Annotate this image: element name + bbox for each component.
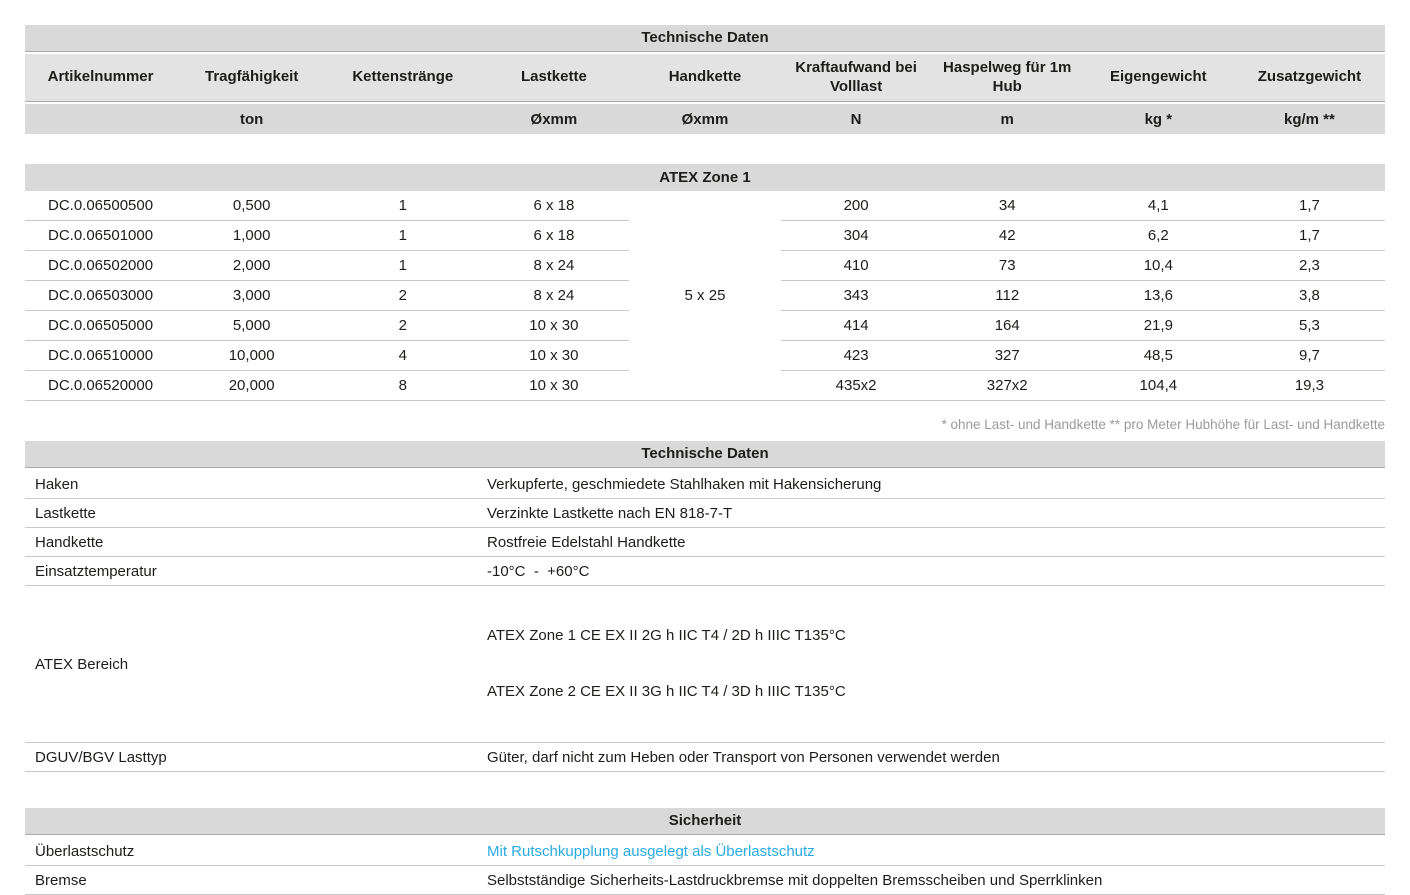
cell-haspelweg: 112: [932, 281, 1083, 311]
cell-haspelweg: 327: [932, 341, 1083, 371]
table-row-atex-bereich: [25, 586, 1385, 743]
unit-cell: ton: [240, 110, 264, 128]
detail-value: Rostfreie Edelstahl Handkette: [487, 533, 686, 551]
cell-kraftaufwand: 343: [781, 281, 932, 311]
detail-label: Lastkette: [35, 504, 96, 522]
detail-label: Haken: [35, 475, 79, 493]
cell-kettenstraenge: 1: [327, 251, 478, 281]
cell-kettenstraenge: 2: [327, 311, 478, 341]
details-table-title: Technische Daten: [25, 441, 1385, 468]
detail-value-highlighted: Mit Rutschkupplung ausgelegt als Überlastschutz: [487, 842, 815, 860]
table-row-haken: [25, 470, 1385, 499]
cell-haspelweg: 164: [932, 311, 1083, 341]
column-header-artikelnummer: Artikelnummer: [47, 68, 154, 86]
cell-lastkette: 10 x 30: [478, 311, 629, 341]
column-header-lastkette: Lastkette: [520, 68, 587, 86]
cell-tragfaehigkeit: 3,000: [176, 281, 327, 311]
unit-cell: Øxmm: [681, 110, 729, 128]
cell-artikelnummer: DC.0.06501000: [25, 221, 176, 251]
technical-data-spec-table: [25, 25, 1385, 432]
spec-table-title: Technische Daten: [25, 25, 1385, 52]
cell-lastkette: 6 x 18: [478, 191, 629, 221]
table-row-dguv-bgv-lasttyp: [25, 743, 1385, 772]
detail-value: Selbstständige Sicherheits-Lastdruckbremse mit doppelten Bremsscheiben und Sperrklinken: [487, 871, 1103, 889]
cell-kraftaufwand: 304: [781, 221, 932, 251]
table-row-einsatztemperatur: [25, 557, 1385, 586]
atex-zone-1-line: ATEX Zone 1 CE EX II 2G h IIC T4 / 2D h IIIC T135°C: [487, 627, 846, 644]
cell-lastkette: 6 x 18: [478, 221, 629, 251]
cell-kraftaufwand: 435x2: [835, 377, 877, 394]
cell-kettenstraenge: 2: [327, 281, 478, 311]
cell-artikelnummer: DC.0.06520000: [48, 377, 154, 394]
column-header-tragfaehigkeit: Tragfähigkeit: [204, 68, 299, 86]
cell-lastkette: 8 x 24: [478, 281, 629, 311]
technical-data-details-table: [25, 441, 1385, 772]
cell-kraftaufwand: 200: [781, 191, 932, 221]
cell-haspelweg: 73: [932, 251, 1083, 281]
handkette-merged-cell: 5 x 25: [684, 287, 726, 304]
unit-cell: Øxmm: [530, 110, 578, 128]
table-row-handkette: [25, 528, 1385, 557]
cell-lastkette: 8 x 24: [478, 251, 629, 281]
cell-zusatzgewicht: 19,3: [1294, 377, 1325, 394]
unit-cell: kg *: [1144, 110, 1173, 128]
cell-lastkette: 10 x 30: [478, 341, 629, 371]
cell-kraftaufwand: 423: [781, 341, 932, 371]
cell-kettenstraenge: 1: [327, 191, 478, 221]
safety-table: [25, 808, 1385, 895]
column-header-kraftaufwand: Kraftaufwand bei Volllast: [795, 58, 917, 95]
cell-zusatzgewicht: 9,7: [1234, 341, 1385, 371]
cell-zusatzgewicht: 1,7: [1234, 191, 1385, 221]
detail-value: Güter, darf nicht zum Heben oder Transport von Personen verwendet werden: [487, 748, 1000, 766]
cell-artikelnummer: DC.0.06500500: [25, 191, 176, 221]
detail-label: DGUV/BGV Lasttyp: [35, 748, 167, 766]
cell-eigengewicht: 13,6: [1083, 281, 1234, 311]
table-row-lastkette: [25, 499, 1385, 528]
column-header-kettenstraenge: Kettenstränge: [352, 68, 454, 86]
cell-kraftaufwand: 414: [781, 311, 932, 341]
cell-eigengewicht: 4,1: [1083, 191, 1234, 221]
cell-haspelweg: 34: [932, 191, 1083, 221]
table-footnote: * ohne Last- und Handkette ** pro Meter Hubhöhe für Last- und Handkette: [941, 417, 1385, 432]
cell-tragfaehigkeit: 5,000: [176, 311, 327, 341]
cell-zusatzgewicht: 3,8: [1234, 281, 1385, 311]
cell-tragfaehigkeit: 1,000: [176, 221, 327, 251]
cell-kettenstraenge: 4: [327, 341, 478, 371]
detail-label: ATEX Bereich: [35, 655, 129, 673]
cell-zusatzgewicht: 2,3: [1234, 251, 1385, 281]
cell-artikelnummer: DC.0.06505000: [25, 311, 176, 341]
cell-haspelweg: 327x2: [986, 377, 1028, 394]
cell-tragfaehigkeit: 20,000: [228, 377, 275, 394]
cell-kettenstraenge: 1: [327, 221, 478, 251]
detail-value: Verkupferte, geschmiedete Stahlhaken mit Hakensicherung: [487, 475, 882, 493]
spec-table-body: [25, 191, 1385, 401]
cell-haspelweg: 42: [932, 221, 1083, 251]
atex-zone-2-line: ATEX Zone 2 CE EX II 3G h IIC T4 / 3D h IIIC T135°C: [487, 683, 846, 700]
unit-cell: N: [850, 110, 862, 128]
column-header-handkette: Handkette: [668, 68, 742, 86]
cell-tragfaehigkeit: 10,000: [176, 341, 327, 371]
cell-eigengewicht: 21,9: [1083, 311, 1234, 341]
safety-table-title: Sicherheit: [25, 808, 1385, 835]
cell-tragfaehigkeit: 0,500: [176, 191, 327, 221]
table-row-ueberlastschutz: [25, 837, 1385, 866]
cell-eigengewicht: 48,5: [1083, 341, 1234, 371]
spec-table-header-row: [25, 54, 1385, 102]
detail-value: [487, 591, 1385, 737]
cell-lastkette: 10 x 30: [529, 377, 579, 394]
cell-eigengewicht: 10,4: [1083, 251, 1234, 281]
cell-zusatzgewicht: 5,3: [1234, 311, 1385, 341]
detail-label: Überlastschutz: [35, 842, 135, 860]
detail-label: Bremse: [35, 871, 87, 889]
unit-cell: m: [1000, 110, 1014, 128]
cell-artikelnummer: DC.0.06503000: [25, 281, 176, 311]
detail-value: -10°C - +60°C: [487, 562, 590, 580]
cell-tragfaehigkeit: 2,000: [176, 251, 327, 281]
column-header-haspelweg: Haspelweg für 1m Hub: [943, 58, 1072, 95]
cell-artikelnummer: DC.0.06510000: [25, 341, 176, 371]
section-header-atex-zone-1: ATEX Zone 1: [25, 164, 1385, 191]
cell-kettenstraenge: 8: [398, 377, 407, 394]
table-row-bremse: [25, 866, 1385, 895]
datasheet-content: [25, 25, 1385, 895]
spec-table-units-row: [25, 104, 1385, 134]
detail-value: Verzinkte Lastkette nach EN 818-7-T: [487, 504, 733, 522]
cell-zusatzgewicht: 1,7: [1234, 221, 1385, 251]
cell-eigengewicht: 104,4: [1139, 377, 1178, 394]
detail-label: Handkette: [35, 533, 104, 551]
cell-artikelnummer: DC.0.06502000: [25, 251, 176, 281]
cell-eigengewicht: 6,2: [1083, 221, 1234, 251]
column-header-zusatzgewicht: Zusatzgewicht: [1257, 68, 1362, 86]
detail-label: Einsatztemperatur: [35, 562, 157, 580]
cell-kraftaufwand: 410: [781, 251, 932, 281]
unit-cell: kg/m **: [1284, 110, 1335, 128]
column-header-eigengewicht: Eigengewicht: [1109, 68, 1207, 86]
